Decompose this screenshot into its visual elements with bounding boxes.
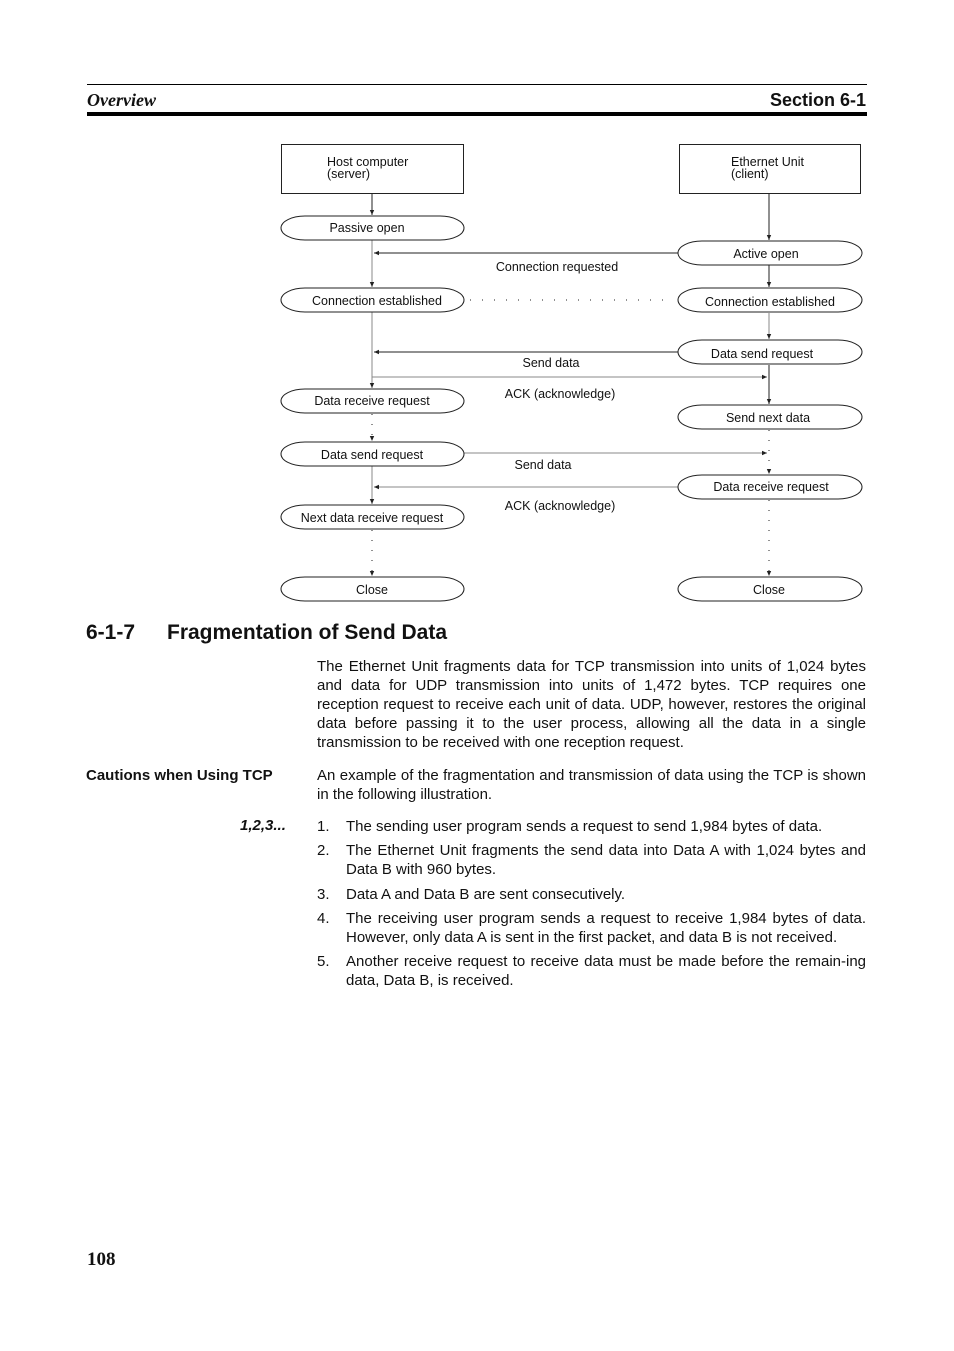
label: ACK (acknowledge) xyxy=(504,387,616,401)
item-text: The receiving user program sends a request to receive 1,984 bytes of data. However, only data A is sent in the first packet, and data B is not received. xyxy=(346,910,866,946)
label: Send data xyxy=(514,458,572,472)
intro-paragraph: The Ethernet Unit fragments data for TCP transmission into units of 1,024 bytes and data for UDP transmission into units of 1,472 bytes. TCP requires one reception request to receive each unit of data. UDP, however, restores the original data before passing it to the user process, allowing all the data in a single transmission to be received with one reception request. xyxy=(317,658,866,751)
label: Active open xyxy=(733,247,799,261)
unit-box-line2: (client) xyxy=(731,167,769,181)
list-item xyxy=(317,909,866,947)
label: Data receive request xyxy=(314,394,430,408)
item-text: Another receive request to receive data must be made before the remain-ing data, Data B, is received. xyxy=(346,953,866,989)
item-number: 1. xyxy=(317,818,330,835)
item-number: 4. xyxy=(317,910,330,927)
list-item xyxy=(317,885,866,904)
cautions-paragraph: An example of the fragmentation and transmission of data using the TCP is shown in the following illustration. xyxy=(317,767,866,803)
host-box-line2: (server) xyxy=(327,167,371,181)
host-computer-box xyxy=(282,145,464,194)
label: Passive open xyxy=(329,221,405,235)
item-text: The sending user program sends a request to send 1,984 bytes of data. xyxy=(346,818,823,835)
item-number: 5. xyxy=(317,953,330,970)
label: Next data receive request xyxy=(300,511,444,525)
label: Connection established xyxy=(312,294,442,308)
label: Data receive request xyxy=(713,480,829,494)
section-title: Fragmentation of Send Data xyxy=(167,621,448,644)
label: ACK (acknowledge) xyxy=(504,499,616,513)
section-number: 6-1-7 xyxy=(86,621,136,644)
page-number: 108 xyxy=(87,1249,116,1270)
label: Connection requested xyxy=(495,260,619,274)
list-item xyxy=(317,952,866,990)
item-text: Data A and Data B are sent consecutively. xyxy=(346,886,626,903)
section-heading xyxy=(86,621,447,645)
list-item xyxy=(317,841,866,879)
label: Data send request xyxy=(710,347,814,361)
label: Close xyxy=(753,583,785,597)
unit-box-line1: Ethernet Unit xyxy=(731,155,804,169)
label: Connection established xyxy=(705,295,835,309)
list-item xyxy=(317,817,866,836)
host-box-line1: Host computer xyxy=(327,155,409,169)
tcp-sequence-diagram xyxy=(0,0,954,620)
label: Data send request xyxy=(320,448,424,462)
list-label: 1,2,3... xyxy=(240,817,286,834)
item-text: The Ethernet Unit fragments the send data into Data A with 1,024 bytes and Data B with 960 bytes. xyxy=(346,842,866,878)
label: Close xyxy=(356,583,388,597)
side-heading: Cautions when Using TCP xyxy=(86,767,273,784)
item-number: 2. xyxy=(317,842,330,859)
item-number: 3. xyxy=(317,886,330,903)
ethernet-unit-box xyxy=(680,145,861,194)
header-section-title: Overview xyxy=(87,90,156,110)
header-section-number: Section 6-1 xyxy=(769,90,866,110)
label: Send data xyxy=(522,356,580,370)
label: Send next data xyxy=(725,411,811,425)
